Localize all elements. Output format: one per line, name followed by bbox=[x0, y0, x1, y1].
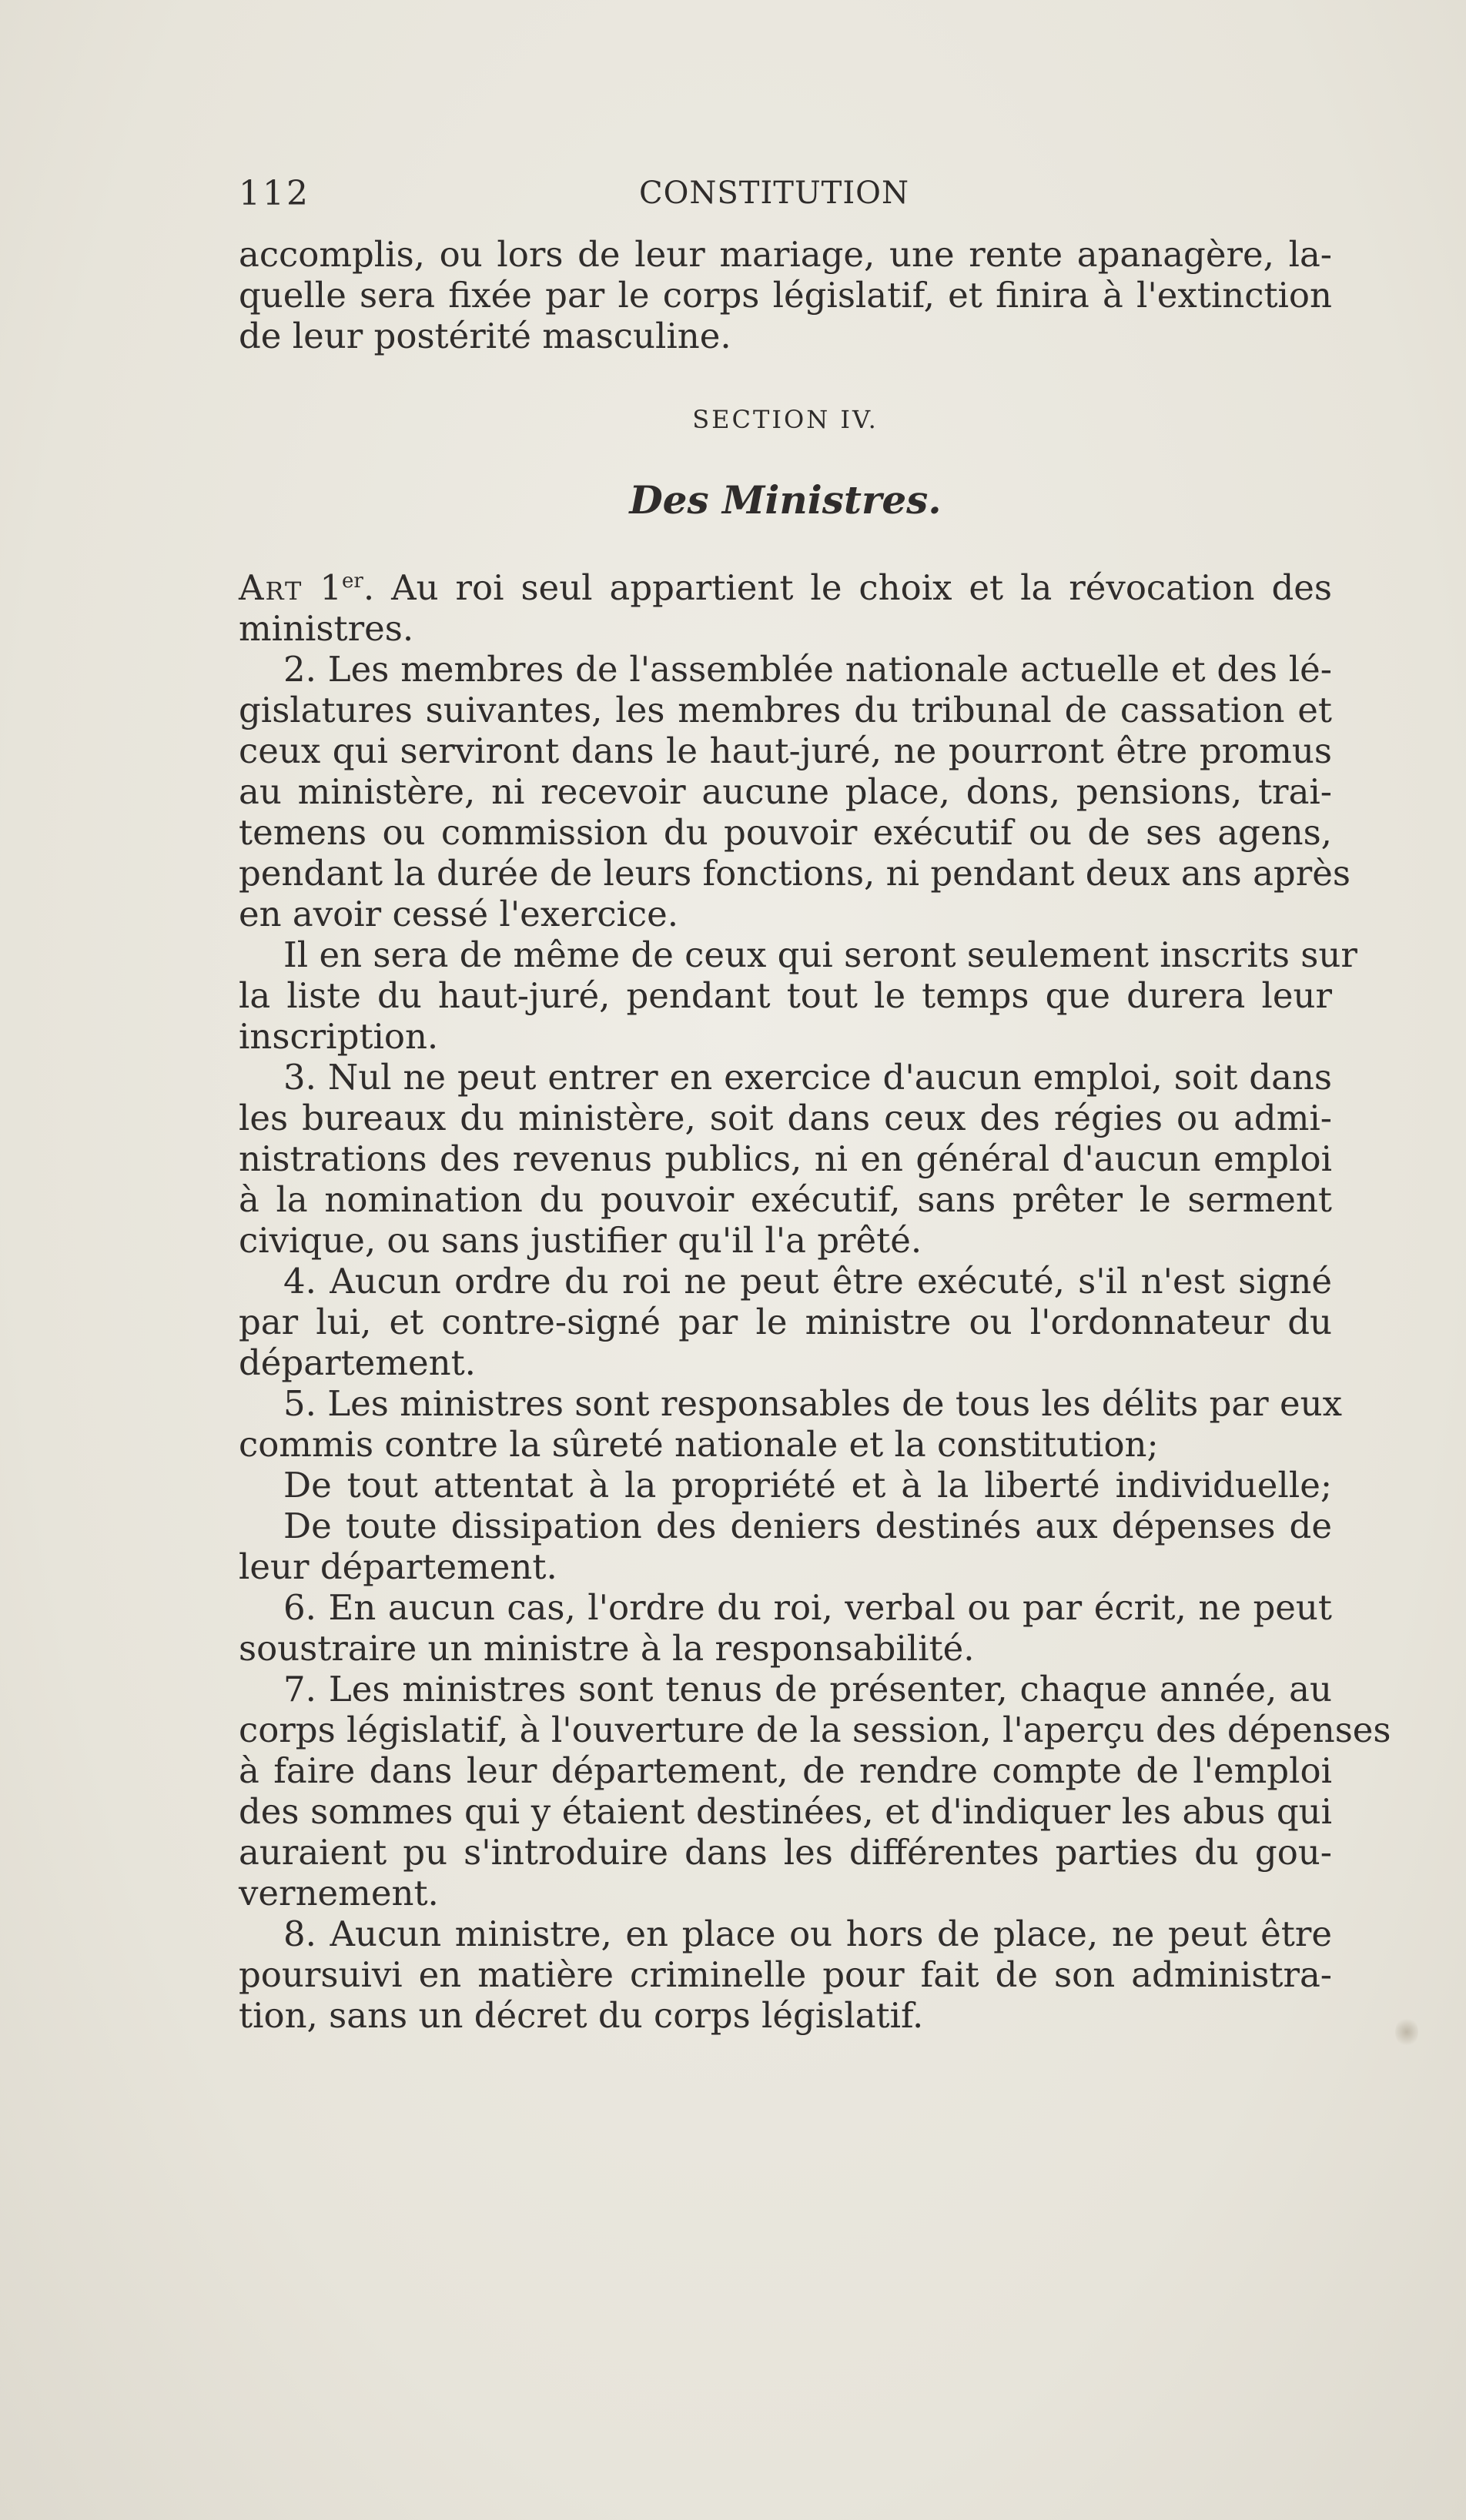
text-line: civique, ou sans justifier qu'il l'a prêté. bbox=[239, 1220, 922, 1261]
text-line: pendant la durée de leurs fonctions, ni pendant deux ans après bbox=[239, 853, 1351, 894]
article-superscript: er bbox=[341, 570, 363, 593]
text-line: par lui, et contre-signé par le ministre ou l'ordonnateur du bbox=[239, 1302, 1332, 1342]
text-line: tion, sans un décret du corps législatif. bbox=[239, 1995, 924, 2036]
section-title: Des Ministres. bbox=[629, 477, 942, 523]
running-title: CONSTITUTION bbox=[639, 175, 909, 211]
article-5-clause-3 bbox=[239, 1506, 1332, 1587]
text-line: corps législatif, à l'ouverture de la session, l'aperçu des dépenses bbox=[239, 1710, 1391, 1750]
text-line: département. bbox=[239, 1342, 476, 1383]
text-line: de leur postérité masculine. bbox=[239, 316, 731, 356]
text-line: à la nomination du pouvoir exécutif, sans prêter le serment bbox=[239, 1179, 1332, 1220]
article-1 bbox=[239, 567, 1332, 649]
article-number: 1 bbox=[320, 567, 342, 608]
article-4 bbox=[239, 1261, 1332, 1383]
article-2-continuation bbox=[239, 934, 1357, 1057]
text-line: quelle sera fixée par le corps législatif, et finira à l'extinction bbox=[239, 275, 1332, 316]
text-line: auraient pu s'introduire dans les différentes parties du gou- bbox=[239, 1832, 1332, 1873]
text-line: commis contre la sûreté nationale et la constitution; bbox=[239, 1424, 1159, 1465]
text-line: 7. Les ministres sont tenus de présenter, chaque année, au bbox=[283, 1669, 1332, 1710]
text-line: les bureaux du ministère, soit dans ceux des régies ou admi- bbox=[239, 1098, 1332, 1138]
article-7 bbox=[239, 1669, 1391, 1913]
page-number: 112 bbox=[239, 174, 310, 213]
continued-paragraph bbox=[239, 234, 1332, 356]
text-line: 3. Nul ne peut entrer en exercice d'aucun emploi, soit dans bbox=[283, 1057, 1332, 1098]
text-line: 2. Les membres de l'assemblée nationale actuelle et des lé- bbox=[283, 649, 1332, 690]
paper-smudge bbox=[1395, 2017, 1418, 2047]
section-heading: SECTION IV. bbox=[692, 405, 879, 434]
text-line: soustraire un ministre à la responsabilité. bbox=[239, 1628, 975, 1669]
text-line: inscription. bbox=[239, 1016, 439, 1057]
text-line: De tout attentat à la propriété et à la liberté individuelle; bbox=[283, 1465, 1332, 1506]
article-6 bbox=[239, 1587, 1332, 1669]
text-line: temens ou commission du pouvoir exécutif ou de ses agens, bbox=[239, 812, 1332, 853]
text-line: la liste du haut-juré, pendant tout le temps que durera leur bbox=[239, 975, 1332, 1016]
article-label: Art bbox=[239, 567, 303, 608]
text-line bbox=[239, 567, 1332, 608]
article-2 bbox=[239, 649, 1351, 934]
text-line: 6. En aucun cas, l'ordre du roi, verbal ou par écrit, ne peut bbox=[283, 1587, 1332, 1628]
article-5 bbox=[239, 1383, 1342, 1465]
text-line: poursuivi en matière criminelle pour fait de son administra- bbox=[239, 1954, 1332, 1995]
text-line: au ministère, ni recevoir aucune place, dons, pensions, trai- bbox=[239, 771, 1332, 812]
text-line: ceux qui serviront dans le haut-juré, ne pourront être promus bbox=[239, 730, 1332, 771]
text-line: vernement. bbox=[239, 1873, 439, 1913]
text-line: des sommes qui y étaient destinées, et d'indiquer les abus qui bbox=[239, 1791, 1332, 1832]
text-line: 5. Les ministres sont responsables de tous les délits par eux bbox=[283, 1383, 1342, 1424]
body-text bbox=[239, 234, 1391, 2036]
text-line: accomplis, ou lors de leur mariage, une rente apanagère, la- bbox=[239, 234, 1332, 275]
article-3 bbox=[239, 1057, 1332, 1261]
text-line: gislatures suivantes, les membres du tribunal de cassation et bbox=[239, 690, 1332, 730]
page-header bbox=[239, 174, 1340, 220]
article-5-clause-2 bbox=[239, 1465, 1332, 1506]
text-line: De toute dissipation des deniers destinés aux dépenses de bbox=[283, 1506, 1332, 1546]
text-line: Il en sera de même de ceux qui seront seulement inscrits sur bbox=[283, 934, 1357, 975]
text-line: ministres. bbox=[239, 608, 414, 649]
text-line: 8. Aucun ministre, en place ou hors de place, ne peut être bbox=[283, 1913, 1332, 1954]
text-line: en avoir cessé l'exercice. bbox=[239, 894, 679, 934]
article-text: . Au roi seul appartient le choix et la révocation des bbox=[363, 567, 1332, 608]
text-line: leur département. bbox=[239, 1546, 557, 1587]
text-line: à faire dans leur département, de rendre compte de l'emploi bbox=[239, 1750, 1332, 1791]
article-8 bbox=[239, 1913, 1332, 2036]
text-line: nistrations des revenus publics, ni en général d'aucun emploi bbox=[239, 1138, 1332, 1179]
text-line: 4. Aucun ordre du roi ne peut être exécuté, s'il n'est signé bbox=[283, 1261, 1332, 1302]
